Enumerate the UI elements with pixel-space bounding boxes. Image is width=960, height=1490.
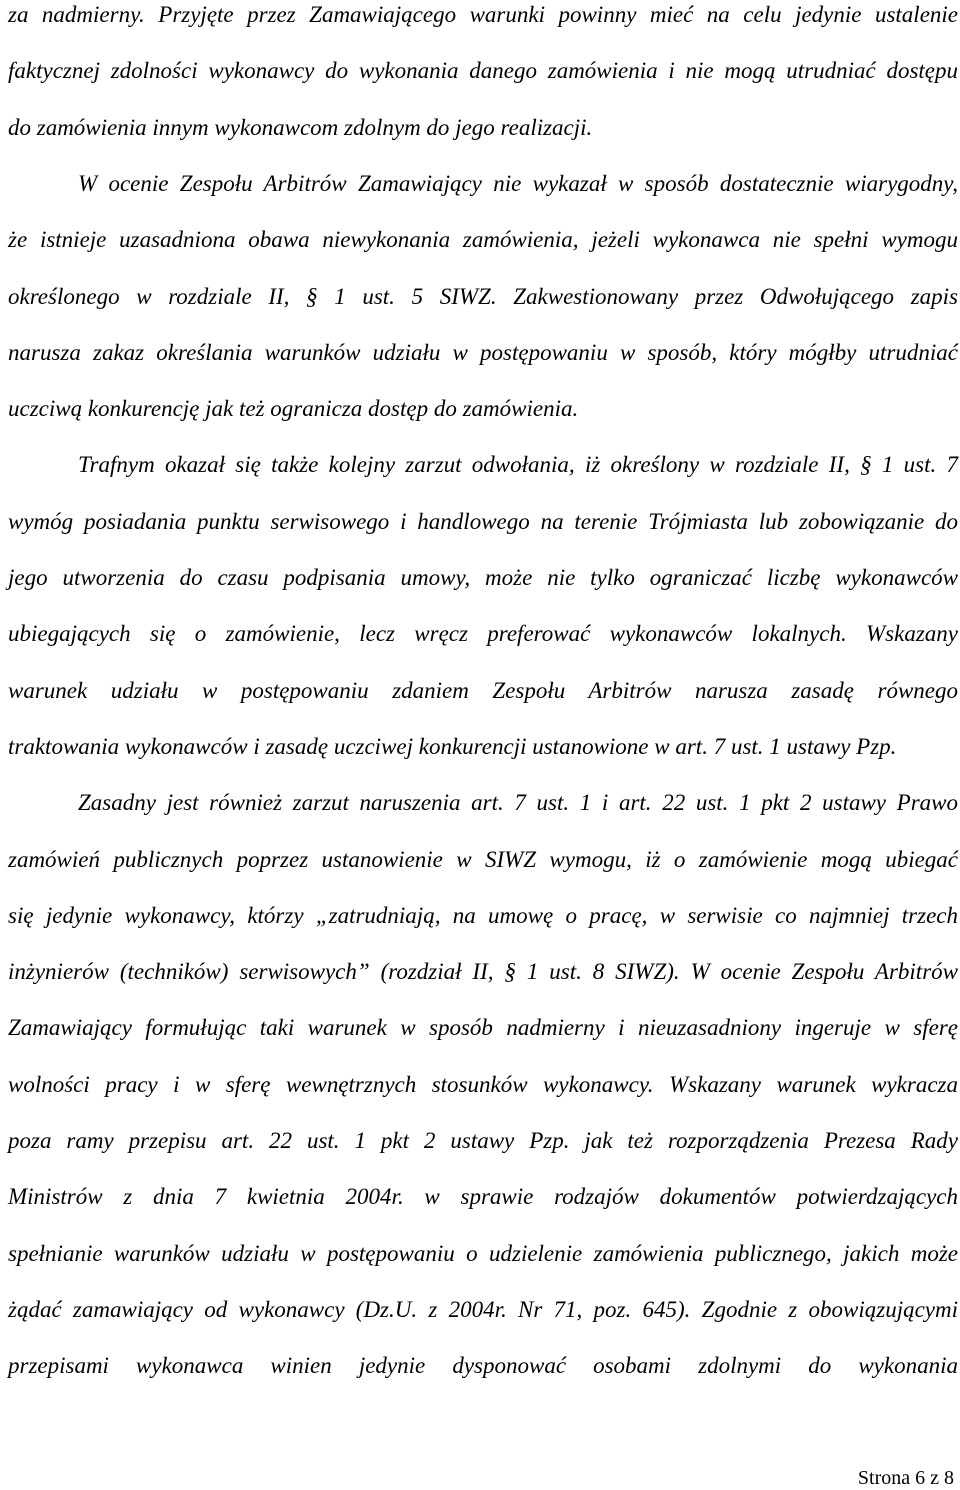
text-line: spełnianie warunków udziału w postępowaniu o udzielenie zamówienia publicznego, jakich może (8, 1240, 958, 1266)
text-line: poza ramy przepisu art. 22 ust. 1 pkt 2 ustawy Pzp. jak też rozporządzenia Prezesa Rady (8, 1128, 958, 1153)
text-line: wolności pracy i w sferę wewnętrznych stosunków wykonawcy. Wskazany warunek wykracza (8, 1071, 958, 1097)
text-line: Zasadny jest również zarzut naruszenia art. 7 ust. 1 i art. 22 ust. 1 pkt 2 ustawy Prawo (78, 790, 958, 816)
text-line: żądać zamawiający od wykonawcy (Dz.U. z 2004r. Nr 71, poz. 645). Zgodnie z obowiązującymi (8, 1296, 958, 1322)
text-line: się jedynie wykonawcy, którzy „zatrudniają, na umowę o pracę, w serwisie co najmniej trzech (8, 902, 958, 928)
text-line: inżynierów (techników) serwisowych” (rozdział II, § 1 ust. 8 SIWZ). W ocenie Zespołu Arbitrów (8, 959, 958, 985)
text-line: zamówień publicznych poprzez ustanowienie w SIWZ wymogu, iż o zamówienie mogą ubiegać (8, 846, 958, 872)
text-line: ubiegających się o zamówienie, lecz wręcz preferować wykonawców lokalnych. Wskazany (8, 621, 958, 647)
text-line: uczciwą konkurencję jak też ogranicza dostęp do zamówienia. (8, 396, 579, 422)
text-line: W ocenie Zespołu Arbitrów Zamawiający nie wykazał w sposób dostatecznie wiarygodny, (78, 170, 958, 196)
text-line: faktycznej zdolności wykonawcy do wykonania danego zamówienia i nie mogą utrudniać dostępu (8, 58, 958, 84)
text-line: Zamawiający formułując taki warunek w sposób nadmierny i nieuzasadniony ingeruje w sferę (8, 1015, 958, 1041)
text-line: przepisami wykonawca winien jedynie dysponować osobami zdolnymi do wykonania (8, 1353, 958, 1379)
text-line: do zamówienia innym wykonawcom zdolnym do jego realizacji. (8, 114, 593, 140)
text-line: za nadmierny. Przyjęte przez Zamawiającego warunki powinny mieć na celu jedynie ustalenie (8, 2, 958, 27)
document-page (8, 0, 958, 1487)
text-line: określonego w rozdziale II, § 1 ust. 5 SIWZ. Zakwestionowany przez Odwołującego zapis (8, 283, 958, 309)
text-line: wymóg posiadania punktu serwisowego i handlowego na terenie Trójmiasta lub zobowiązanie do (8, 508, 958, 534)
text-line: warunek udziału w postępowaniu zdaniem Zespołu Arbitrów narusza zasadę równego (8, 677, 958, 703)
page-number: Strona 6 z 8 (857, 1467, 954, 1489)
text-line: Trafnym okazał się także kolejny zarzut odwołania, iż określony w rozdziale II, § 1 ust. 7 (78, 452, 958, 478)
text-line: jego utworzenia do czasu podpisania umowy, może nie tylko ograniczać liczbę wykonawców (8, 565, 958, 590)
text-line: że istnieje uzasadniona obawa niewykonania zamówienia, jeżeli wykonawca nie spełni wymogu (8, 227, 958, 253)
text-line: Ministrów z dnia 7 kwietnia 2004r. w sprawie rodzajów dokumentów potwierdzających (8, 1184, 958, 1210)
text-line: narusza zakaz określania warunków udziału w postępowaniu w sposób, który mógłby utrudniać (8, 339, 958, 365)
text-line: traktowania wykonawców i zasadę uczciwej konkurencji ustanowione w art. 7 ust. 1 ustawy Pzp. (8, 733, 897, 759)
